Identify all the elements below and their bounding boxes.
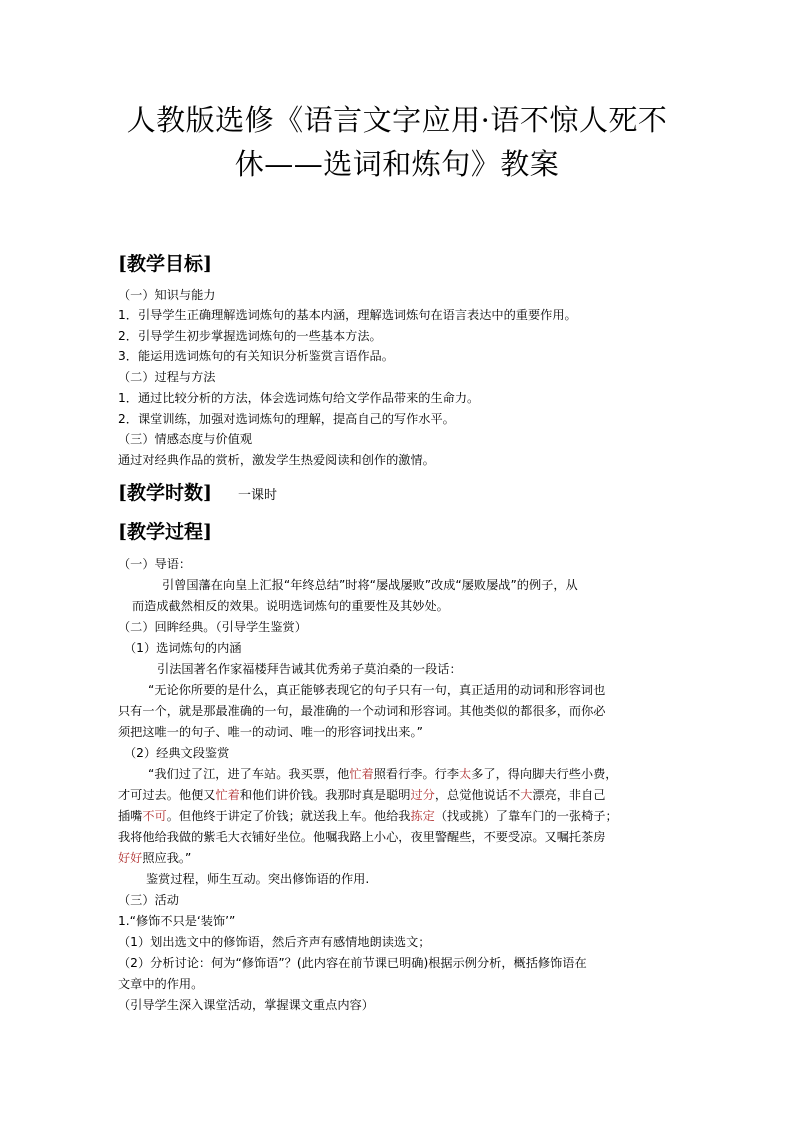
excerpt-text: （找或挑）了靠车门的一张椅子； [434,809,618,823]
highlighted-word: 大 [520,788,533,802]
quote-line: 只有一个，就是那最准确的一句，最准确的一个动词和形容词。其他类似的都很多，而你必 [118,704,606,718]
quote-line: 须把这唯一的句子、唯一的动词、唯一的形容词找出来。” [118,725,423,739]
excerpt-text: 和他们讲价钱。我那时真是聪明 [239,788,411,802]
activity-step: 文章中的作用。 [118,977,204,991]
excerpt-text: 漂亮，非自己 [532,788,606,802]
document-title-line-1: 人教版选修《语言文字应用·语不惊人死不 [126,103,668,137]
document-title-line-2: 休——选词和炼句》教案 [234,147,560,181]
excerpt-text: 插嘴 [118,809,143,823]
subheading-process-method: （二）过程与方法 [118,370,216,384]
highlighted-word: 太 [459,767,472,781]
heading-objectives: [教学目标] [118,253,212,275]
excerpt-text: 才可过去。他便又 [118,788,216,802]
excerpt-line [118,785,678,805]
excerpt-line [118,848,678,868]
section-classics: （二）回眸经典。（引导学生鉴赏） [118,620,307,634]
quote-line: “无论你所要的是什么，真正能够表现它的句子只有一句，真正适用的动词和形容词也 [148,683,606,697]
highlighted-word: 忙着 [215,788,240,802]
paragraph-line: 引法国著名作家福楼拜告诫其优秀弟子莫泊桑的一段话： [157,662,462,676]
heading-hours-label: [教学时数] [118,482,212,504]
activity-title: 1.“修饰不只是‘装饰’” [118,914,236,928]
objective-item: 1．引导学生正确理解选词炼句的基本内涵，理解选词炼句在语言表达中的重要作用。 [118,308,577,322]
subheading-attitude: （三）情感态度与价值观 [118,432,253,446]
activity-step: （2）分析讨论：何为“修饰语”？(此内容在前节课已明确)根据示例分析，概括修饰语在 [118,956,587,970]
objective-item: 2．引导学生初步掌握选词炼句的一些基本方法。 [118,329,382,343]
activity-step: （1）划出选文中的修饰语，然后齐声有感情地朗读选文； [118,935,431,949]
objective-item: 2．课堂训练，加强对选词炼句的理解，提高自己的写作水平。 [118,412,455,426]
hours-value: 一课时 [237,488,277,503]
excerpt-text: 照看行李。行李 [373,767,460,781]
excerpt-text: 多了，得向脚夫行些小费， [471,767,618,781]
subsection-excerpt: （2）经典文段鉴赏 [124,746,230,760]
subheading-knowledge: （一）知识与能力 [118,288,216,302]
objective-item: 3．能运用选词炼句的有关知识分析鉴赏言语作品。 [118,349,394,363]
highlighted-word: 好好 [118,851,143,865]
paragraph-line: 而造成截然相反的效果。说明选词炼句的重要性及其妙处。 [132,599,449,613]
excerpt-line: 我将他给我做的紫毛大衣铺好坐位。他嘱我路上小心，夜里警醒些，不要受凉。又嘱托茶房 [118,830,606,844]
excerpt-line [148,764,708,784]
paragraph-line: 鉴赏过程，师生互动。突出修饰语的作用. [146,872,370,886]
section-activity: （三）活动 [118,893,179,907]
paragraph-line: 引曾国藩在向皇上汇报“年终总结”时将“屡战屡败”改成“屡败屡战”的例子，从 [162,578,578,592]
heading-hours [118,481,277,508]
heading-process: [教学过程] [118,521,212,543]
activity-note: （引导学生深入课堂活动，掌握课文重点内容） [118,998,374,1012]
objective-item: 通过对经典作品的赏析，激发学生热爱阅读和创作的激情。 [118,453,435,467]
subsection-meaning: （1）选词炼句的内涵 [124,641,242,655]
highlighted-word: 不可 [142,809,167,823]
objective-item: 1．通过比较分析的方法，体会选词炼句给文学作品带来的生命力。 [118,391,480,405]
section-intro: （一）导语： [118,557,192,571]
excerpt-text: 照应我。” [142,851,192,865]
highlighted-word: 忙着 [349,767,374,781]
excerpt-line [118,806,678,826]
excerpt-text: 。但他终于讲定了价钱；就送我上车。他给我 [166,809,411,823]
highlighted-word: 过分 [410,788,435,802]
excerpt-text: “我们过了江，进了车站。我买票，他 [148,767,350,781]
excerpt-text: ，总觉他说话不 [434,788,521,802]
highlighted-word: 拣定 [410,809,435,823]
